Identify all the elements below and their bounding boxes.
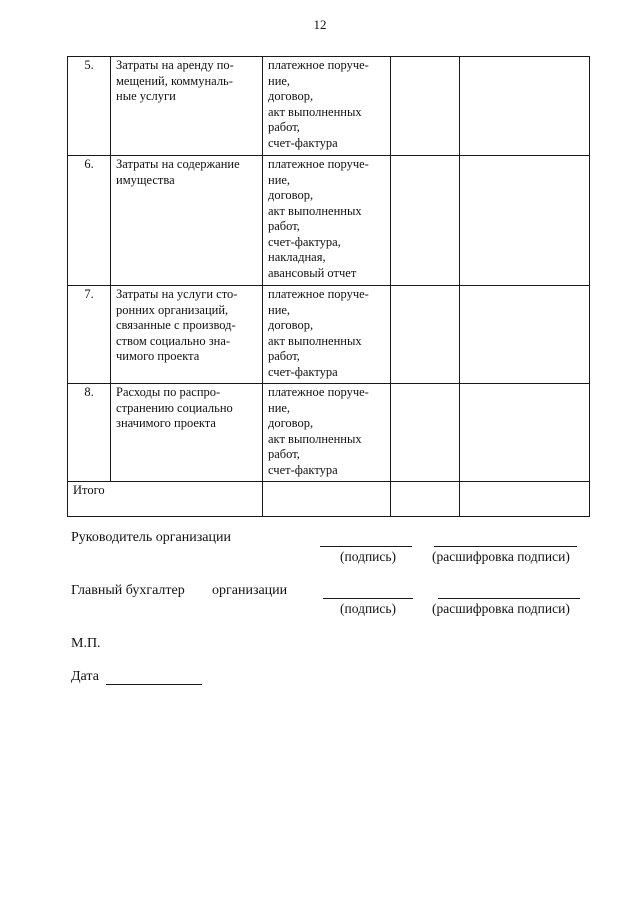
- accountant-label: Главный бухгалтер: [71, 583, 185, 598]
- empty-cell: [460, 482, 590, 517]
- empty-cell: [263, 482, 391, 517]
- table-row: [68, 384, 590, 482]
- head-label: Руководитель организации: [71, 530, 231, 545]
- date-label: Дата: [71, 669, 99, 684]
- empty-cell: [391, 286, 460, 384]
- expense-description: Затраты на содержание имущества: [111, 156, 263, 286]
- stamp-label: М.П.: [71, 636, 101, 651]
- accountant-label-org: организации: [212, 583, 288, 598]
- expense-description: Затраты на аренду по- мещений, коммуналь- ные услуги: [111, 57, 263, 156]
- empty-cell: [391, 57, 460, 156]
- empty-cell: [460, 384, 590, 482]
- expense-description: Затраты на услуги сто- ронних организаций, связанные с производ- ством социально зна- чимого проекта: [111, 286, 263, 384]
- empty-cell: [391, 482, 460, 517]
- head-decoding-line: [434, 546, 577, 547]
- empty-cell: [391, 156, 460, 286]
- accountant-decoding-line: [438, 598, 580, 599]
- empty-cell: [391, 384, 460, 482]
- date-line: [106, 684, 202, 685]
- row-number: 6.: [68, 156, 111, 286]
- supporting-documents: платежное поруче- ние, договор, акт выполненных работ, счет-фактура: [263, 57, 391, 156]
- total-row: [68, 482, 590, 517]
- table-row: [68, 156, 590, 286]
- row-number: 7.: [68, 286, 111, 384]
- supporting-documents: платежное поруче- ние, договор, акт выполненных работ, счет-фактура: [263, 384, 391, 482]
- signature-caption: (подпись): [340, 601, 397, 616]
- empty-cell: [460, 156, 590, 286]
- expense-description: Расходы по распро- странению социально значимого проекта: [111, 384, 263, 482]
- supporting-documents: платежное поруче- ние, договор, акт выполненных работ, счет-фактура: [263, 286, 391, 384]
- decoding-caption: (расшифровка подписи): [432, 549, 570, 564]
- total-label: Итого: [68, 482, 263, 517]
- empty-cell: [460, 286, 590, 384]
- empty-cell: [460, 57, 590, 156]
- decoding-caption: (расшифровка подписи): [432, 601, 570, 616]
- table-row: [68, 286, 590, 384]
- page-number: 12: [313, 17, 327, 32]
- signature-caption: (подпись): [340, 549, 397, 564]
- head-signature-line: [320, 546, 412, 547]
- row-number: 5.: [68, 57, 111, 156]
- expenses-table: [67, 56, 590, 517]
- table-row: [68, 57, 590, 156]
- accountant-signature-line: [323, 598, 413, 599]
- supporting-documents: платежное поруче- ние, договор, акт выполненных работ, счет-фактура, накладная, авансовый отчет: [263, 156, 391, 286]
- row-number: 8.: [68, 384, 111, 482]
